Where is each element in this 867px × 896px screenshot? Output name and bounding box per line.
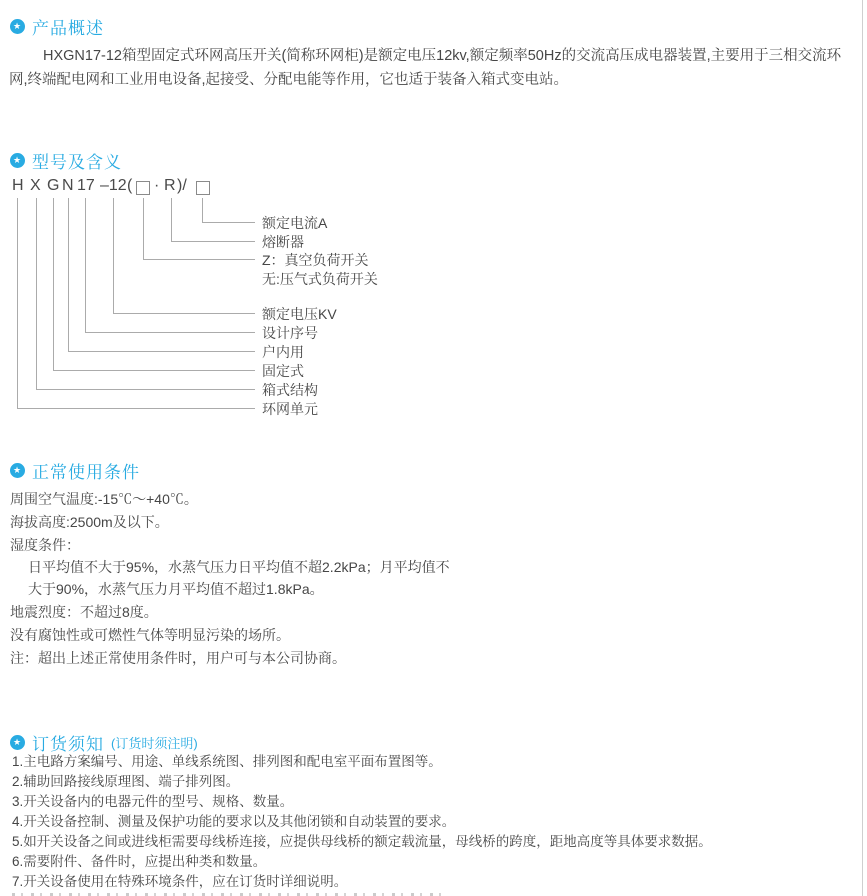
model-token-lparen: ( [127, 177, 133, 194]
model-token-h: H [12, 177, 24, 194]
diagram-label-design-serial: 设计序号 [262, 325, 318, 341]
order-item-1: 1.主电路方案编号、用途、单线系统图、排列图和配电室平面布置图等。 [12, 754, 442, 769]
diagram-hline [68, 351, 255, 352]
diagram-label-indoor-use: 户内用 [262, 344, 304, 360]
section-header-conditions [10, 458, 140, 483]
order-item-3: 3.开关设备内的电器元件的型号、规格、数量。 [12, 794, 294, 809]
diagram-label-fuse: 熔断器 [262, 234, 304, 250]
diagram-label-fixed-type: 固定式 [262, 363, 304, 379]
diagram-hline [171, 241, 255, 242]
order-item-2: 2.辅助回路接线原理图、端子排列图。 [12, 774, 240, 789]
diagram-label-ring-unit: 环网单元 [262, 401, 318, 417]
model-token-volt: –12 [100, 177, 127, 194]
star-bullet-icon: ★ [10, 463, 25, 478]
section-subtitle: (订货时须注明) [111, 736, 198, 751]
placeholder-box [136, 181, 150, 195]
model-token-r: R [164, 177, 176, 194]
condition-line-seismic: 地震烈度：不超过8度。 [10, 604, 158, 620]
section-title: 正常使用条件 [32, 463, 140, 482]
model-token-rparen: )/ [177, 177, 187, 194]
diagram-vline [68, 198, 69, 352]
placeholder-box [196, 181, 210, 195]
condition-line-pollution: 没有腐蚀性或可燃性气体等明显污染的场所。 [10, 627, 290, 643]
star-bullet-icon: ★ [10, 19, 25, 34]
condition-line-temperature: 周围空气温度:-15℃～+40℃。 [10, 491, 198, 507]
diagram-vline [36, 198, 37, 390]
diagram-label-air-switch: 无:压气式负荷开关 [262, 271, 378, 287]
section-header-model [10, 148, 122, 173]
order-item-4: 4.开关设备控制、测量及保护功能的要求以及其他闭锁和自动装置的要求。 [12, 814, 456, 829]
page-right-border [862, 0, 863, 896]
star-bullet-icon: ★ [10, 735, 25, 750]
model-token-dot: · [154, 177, 160, 194]
section-title: 产品概述 [32, 19, 104, 38]
order-item-7: 7.开关设备使用在特殊环境条件，应在订货时详细说明。 [12, 874, 348, 889]
diagram-vline [85, 198, 86, 333]
diagram-label-vacuum-switch: Z：真空负荷开关 [262, 252, 369, 268]
model-token-g: G [47, 177, 60, 194]
condition-line-altitude: 海拔高度:2500m及以下。 [10, 514, 169, 530]
diagram-vline [202, 198, 203, 223]
section-header-overview [10, 14, 104, 39]
diagram-hline [143, 259, 255, 260]
model-token-x: X [30, 177, 41, 194]
diagram-hline [17, 408, 255, 409]
diagram-vline [17, 198, 18, 409]
condition-line-humidity-daily: 日平均值不大于95%，水蒸气压力日平均值不超2.2kPa；月平均值不 [28, 559, 450, 575]
model-token-n: N [62, 177, 74, 194]
diagram-label-box-structure: 箱式结构 [262, 382, 318, 398]
diagram-hline [113, 313, 255, 314]
diagram-hline [36, 389, 255, 390]
model-token-seq: 17 [77, 177, 95, 194]
diagram-hline [85, 332, 255, 333]
order-item-5: 5.如开关设备之间或进线柜需要母线桥连接，应提供母线桥的额定载流量，母线桥的跨度，距地高度等具体要求数据。 [12, 834, 712, 849]
diagram-hline [53, 370, 255, 371]
section-title: 订货须知 [32, 735, 104, 754]
diagram-vline [143, 198, 144, 260]
diagram-hline [202, 222, 255, 223]
order-item-6: 6.需要附件、备件时，应提出种类和数量。 [12, 854, 267, 869]
diagram-vline [113, 198, 114, 314]
section-title: 型号及含义 [32, 153, 122, 172]
condition-line-note: 注：超出上述正常使用条件时，用户可与本公司协商。 [10, 650, 346, 666]
star-bullet-icon: ★ [10, 153, 25, 168]
diagram-vline [171, 198, 172, 242]
diagram-vline [53, 198, 54, 371]
overview-paragraph: HXGN17-12箱型固定式环网高压开关(简称环网柜)是额定电压12kv,额定频率50Hz的交流高压成电器装置,主要用于三相交流环网,终端配电网和工业用电设备,起接受、分配电能等作用，它也适于装备入箱式变电站。 [9, 48, 842, 88]
condition-line-humidity: 湿度条件： [10, 537, 80, 553]
condition-line-humidity-monthly: 大于90%，水蒸气压力月平均值不超过1.8kPa。 [28, 581, 324, 597]
diagram-label-rated-voltage: 额定电压KV [262, 306, 337, 322]
diagram-label-rated-current: 额定电流A [262, 215, 328, 231]
